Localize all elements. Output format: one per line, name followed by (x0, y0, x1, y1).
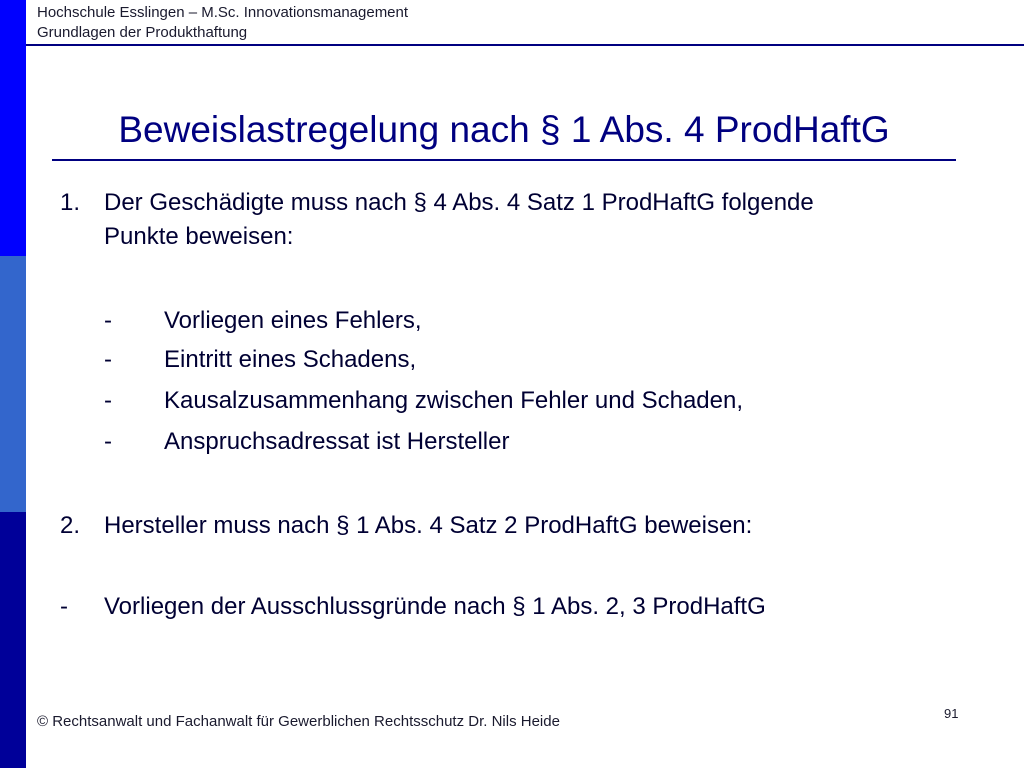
decorative-strip-bottom (0, 512, 26, 768)
list-item: Kausalzusammenhang zwischen Fehler und Schaden, (164, 387, 744, 414)
page-number: 91 (944, 706, 959, 721)
list-item: Vorliegen der Ausschlussgründe nach § 1 Abs. 2, 3 ProdHaftG (104, 593, 766, 620)
list-item-marker: - (104, 307, 112, 334)
list-item-marker: - (104, 387, 112, 414)
section1-number: 1. (60, 189, 81, 216)
section1-line2: Punkte beweisen: (104, 223, 294, 250)
decorative-strip-middle (0, 256, 26, 512)
title-underline (52, 159, 956, 161)
footer-copyright: © Rechtsanwalt und Fachanwalt für Gewerblichen Rechtsschutz Dr. Nils Heide (37, 713, 560, 730)
decorative-strip-top (0, 0, 26, 256)
section1-line1: Der Geschädigte muss nach § 4 Abs. 4 Satz 1 ProdHaftG folgende (104, 189, 814, 216)
list-item-marker: - (104, 428, 112, 455)
section2-number: 2. (60, 512, 81, 539)
header-divider (26, 44, 1024, 46)
list-item: Vorliegen eines Fehlers, (164, 307, 422, 334)
list-item-marker: - (60, 593, 68, 620)
list-item-marker: - (104, 346, 112, 373)
section2-text: Hersteller muss nach § 1 Abs. 4 Satz 2 ProdHaftG beweisen: (104, 512, 753, 539)
list-item: Anspruchsadressat ist Hersteller (164, 428, 510, 455)
header-course: Grundlagen der Produkthaftung (37, 24, 248, 41)
slide-title: Beweislastregelung nach § 1 Abs. 4 ProdHaftG (118, 109, 890, 150)
list-item: Eintritt eines Schadens, (164, 346, 417, 373)
header-institution: Hochschule Esslingen – M.Sc. Innovationsmanagement (37, 4, 409, 21)
